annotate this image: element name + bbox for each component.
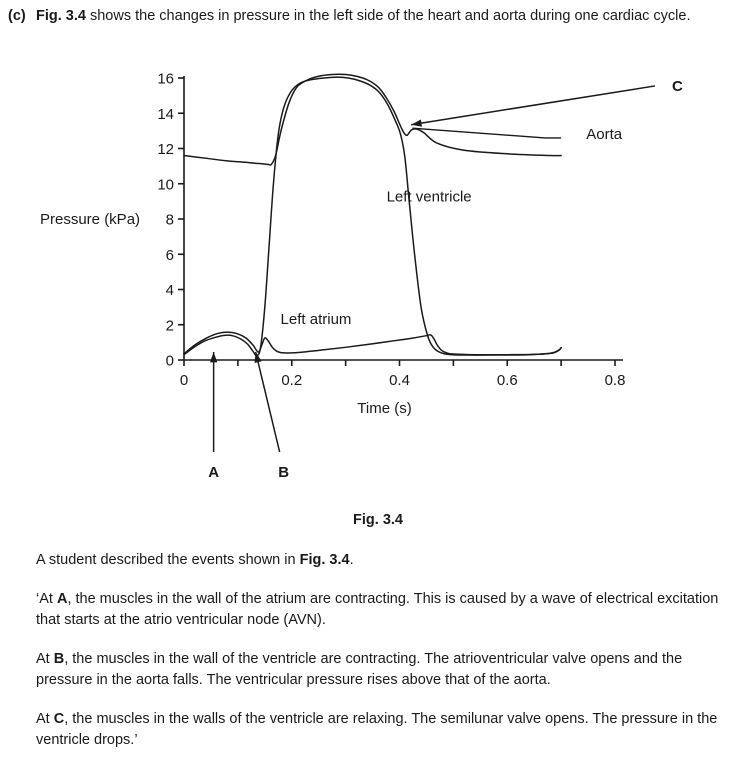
question-part-marker: (c)	[8, 8, 26, 24]
chart-series-group	[184, 74, 561, 355]
lead-in-post: .	[349, 552, 354, 568]
annotation-arrow-a	[210, 352, 217, 452]
series-line-left-atrium	[184, 332, 561, 355]
paragraph-c-post: , the muscles in the walls of the ventricle are relaxing. The semilunar valve opens. The pressure in the ventricle drops.’	[36, 711, 718, 748]
intro-figure-ref: Fig. 3.4	[36, 8, 86, 24]
question-intro-text	[36, 6, 691, 27]
figure-caption: Fig. 3.4	[353, 512, 403, 528]
annotation-label-c: C	[672, 77, 683, 95]
series-line-left-ventricle	[184, 77, 561, 356]
series-line-aorta	[184, 74, 561, 165]
pressure-cardiac-cycle-figure	[0, 52, 756, 481]
y-axis-title: Pressure (kPa)	[40, 211, 141, 228]
paragraph-c	[36, 709, 736, 751]
y-tick-label: 8	[165, 211, 174, 229]
y-tick-label: 10	[157, 176, 174, 194]
x-tick-label: 0.2	[281, 372, 303, 389]
y-tick-label: 2	[165, 317, 174, 335]
question-body	[36, 550, 736, 751]
annotation-label-b: B	[278, 464, 290, 481]
paragraph-b-post: , the muscles in the wall of the ventricle are contracting. The atrioventricular valve opens and the pressure in the aorta falls. The ventricular pressure rises above that of the aorta.	[36, 651, 683, 688]
chart-canvas	[0, 52, 756, 481]
intro-rest: shows the changes in pressure in the left side of the heart and aorta during one cardiac cycle.	[85, 8, 691, 24]
y-tick-label: 4	[165, 282, 174, 299]
x-tick-group	[180, 360, 626, 389]
paragraph-a-post: , the muscles in the wall of the atrium are contracting. This is caused by a wave of electrical excitation that starts at the atrio ventricular node (AVN).	[36, 591, 719, 628]
y-tick-label: 6	[165, 246, 174, 264]
x-tick-label: 0.6	[496, 372, 518, 389]
annotation-arrow-b	[255, 352, 280, 452]
paragraph-b-pre: At	[36, 651, 54, 667]
lead-in-pre: A student described the events shown in	[36, 552, 300, 568]
question-intro	[8, 6, 728, 27]
paragraph-b-point: B	[53, 651, 65, 667]
x-axis-title: Time (s)	[357, 400, 412, 417]
y-tick-label: 14	[157, 105, 174, 123]
y-tick-label: 0	[165, 352, 174, 370]
aorta-leader-line	[412, 128, 561, 138]
paragraph-a-pre: ‘At	[36, 591, 57, 607]
x-tick-label: 0.4	[389, 372, 410, 389]
annotation-arrow-c	[411, 86, 655, 127]
x-tick-label: 0	[179, 372, 189, 389]
chart-axes	[184, 76, 623, 360]
y-tick-label: 12	[157, 141, 174, 158]
y-tick-label: 16	[157, 70, 174, 88]
paragraph-a-point: A	[56, 591, 68, 607]
paragraph-c-point: C	[53, 711, 65, 727]
paragraph-a	[36, 589, 736, 631]
curve-label-left-ventricle: Left ventricle	[386, 188, 472, 206]
x-tick-label: 0.8	[604, 372, 626, 389]
curve-label-left-atrium: Left atrium	[280, 310, 352, 328]
curve-label-group	[281, 126, 623, 328]
paragraph-c-pre: At	[36, 711, 54, 727]
y-tick-group	[157, 71, 184, 370]
paragraph-b	[36, 649, 736, 691]
annotation-label-a: A	[208, 464, 220, 481]
curve-label-aorta: Aorta	[586, 125, 623, 143]
lead-in-figure-ref: Fig. 3.4	[299, 552, 350, 568]
lead-in-paragraph	[36, 550, 736, 571]
